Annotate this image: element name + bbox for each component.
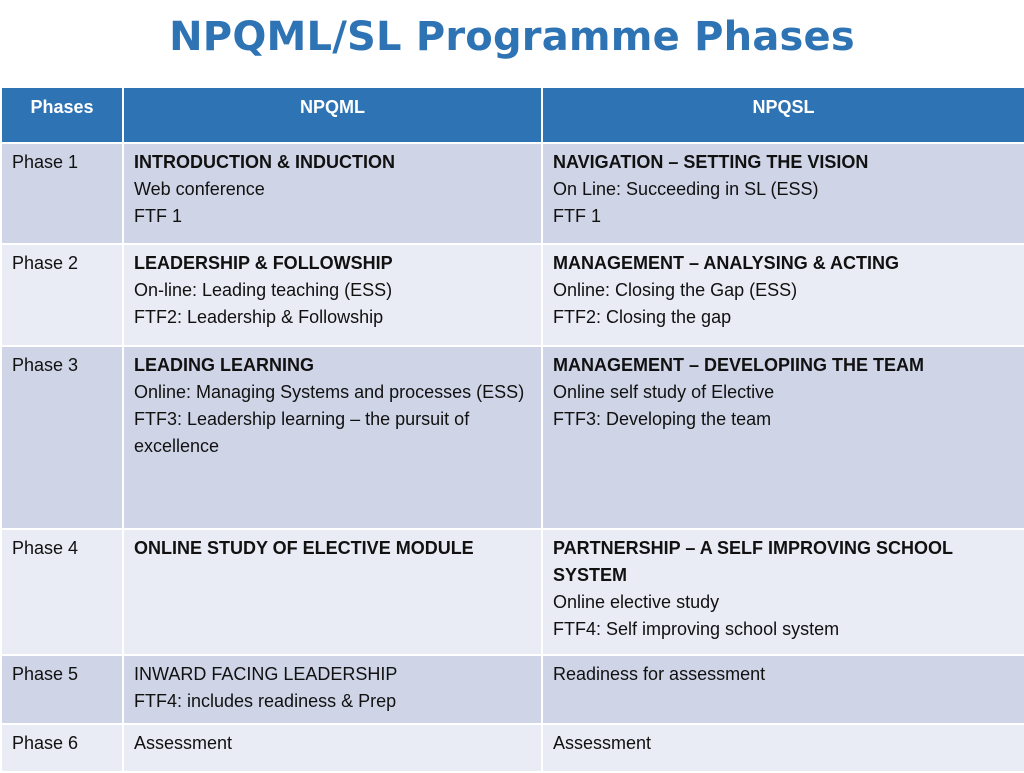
npqml-line: Online: Managing Systems and processes (ESS) — [134, 382, 525, 402]
npqsl-cell — [542, 724, 1024, 772]
npqml-line: Web conference — [134, 179, 265, 199]
page-title: NPQML/SL Programme Phases — [169, 14, 855, 60]
npqsl-heading: MANAGEMENT – ANALYSING & ACTING — [553, 253, 900, 273]
npqsl-cell — [542, 655, 1024, 724]
phase-cell: Phase 1 — [1, 143, 123, 244]
npqml-heading: LEADING LEARNING — [134, 355, 314, 375]
npqml-cell — [123, 724, 542, 772]
header-phases: Phases — [1, 87, 123, 143]
npqml-cell — [123, 655, 542, 724]
phase-cell: Phase 2 — [1, 244, 123, 346]
npqsl-line: FTF 1 — [553, 206, 601, 226]
npqsl-cell — [542, 529, 1024, 655]
table-row — [1, 143, 1024, 244]
table-row — [1, 529, 1024, 655]
npqml-line: INWARD FACING LEADERSHIP — [134, 664, 398, 684]
npqsl-line: Assessment — [553, 733, 652, 753]
npqml-heading: INTRODUCTION & INDUCTION — [134, 152, 395, 172]
npqsl-line: Online elective study — [553, 592, 720, 612]
phases-table — [0, 86, 1024, 773]
table-row — [1, 346, 1024, 529]
npqml-cell — [123, 244, 542, 346]
npqsl-line: Online: Closing the Gap (ESS) — [553, 280, 798, 300]
npqml-line: FTF 1 — [134, 206, 182, 226]
header-npqsl: NPQSL — [542, 87, 1024, 143]
table-row — [1, 724, 1024, 772]
header-npqml: NPQML — [123, 87, 542, 143]
npqml-line: On-line: Leading teaching (ESS) — [134, 280, 393, 300]
npqsl-heading: NAVIGATION – SETTING THE VISION — [553, 152, 869, 172]
phase-cell: Phase 5 — [1, 655, 123, 724]
phase-cell: Phase 4 — [1, 529, 123, 655]
npqml-line: FTF2: Leadership & Followship — [134, 307, 384, 327]
phase-cell: Phase 6 — [1, 724, 123, 772]
npqml-heading: LEADERSHIP & FOLLOWSHIP — [134, 253, 393, 273]
npqml-cell — [123, 143, 542, 244]
npqsl-line: FTF4: Self improving school system — [553, 619, 840, 639]
npqml-line: FTF4: includes readiness & Prep — [134, 691, 397, 711]
npqsl-cell — [542, 346, 1024, 529]
npqsl-cell — [542, 244, 1024, 346]
npqml-line: Assessment — [134, 733, 233, 753]
table-row — [1, 244, 1024, 346]
npqsl-line: On Line: Succeeding in SL (ESS) — [553, 179, 819, 199]
phase-cell: Phase 3 — [1, 346, 123, 529]
table-header-row — [1, 87, 1024, 143]
table-row — [1, 655, 1024, 724]
npqml-line: FTF3: Leadership learning – the pursuit of excellence — [134, 409, 470, 456]
npqsl-heading: MANAGEMENT – DEVELOPIING THE TEAM — [553, 355, 925, 375]
npqml-cell — [123, 529, 542, 655]
npqsl-line: Online self study of Elective — [553, 382, 775, 402]
npqsl-line: FTF2: Closing the gap — [553, 307, 732, 327]
npqsl-line: FTF3: Developing the team — [553, 409, 772, 429]
npqsl-cell — [542, 143, 1024, 244]
npqml-cell — [123, 346, 542, 529]
npqsl-heading: PARTNERSHIP – A SELF IMPROVING SCHOOL SYSTEM — [553, 538, 953, 585]
npqsl-line: Readiness for assessment — [553, 664, 766, 684]
npqml-heading: ONLINE STUDY OF ELECTIVE MODULE — [134, 538, 474, 558]
